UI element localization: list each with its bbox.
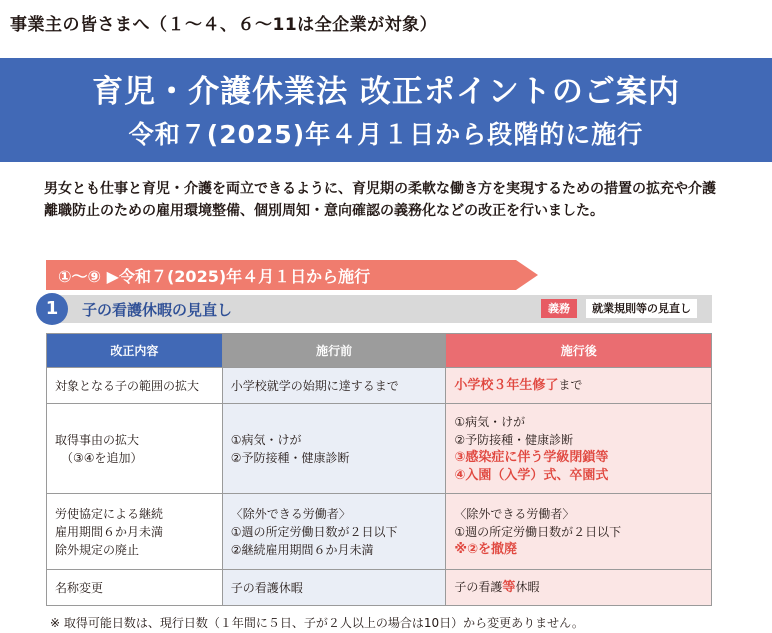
table-row [47,368,712,404]
section-title: 子の看護休暇の見直し [82,301,233,319]
play-arrow-icon: ▶ [101,267,119,286]
phase-banner [46,260,538,290]
row4-before: 子の看護休暇 [222,570,446,606]
revision-table [46,333,712,606]
title-banner [0,58,772,162]
row1-after-highlight: 小学校３年生修了 [454,378,559,393]
row3-item: 労使協定による継続 雇用期間６か月未満 除外規定の廃止 [47,494,223,570]
header-revision: 改正内容 [47,334,223,368]
row3-after-highlight: ※②を撤廃 [454,541,518,557]
table-row [47,494,712,570]
duty-badge: 義務 [541,299,577,318]
row3-after: 〈除外できる労働者〉 ①週の所定労働日数が２日以下 ※②を撤廃 [446,494,712,570]
row4-item: 名称変更 [47,570,223,606]
row1-after-suffix: まで [558,378,583,392]
row3-before: 〈除外できる労働者〉 ①週の所定労働日数が２日以下 ②継続雇用期間６か月未満 [222,494,446,570]
phase-label [58,264,370,287]
row1-after [446,368,712,404]
table-row [47,570,712,606]
phase-text: 令和７(2025)年４月１日から施行 [118,267,371,286]
phase-range: ①～⑨ [58,267,102,286]
row2-before: ①病気・けが ②予防接種・健康診断 [222,404,446,494]
row1-item: 対象となる子の範囲の拡大 [47,368,223,404]
header-after: 施行後 [446,334,712,368]
header-before: 施行前 [222,334,446,368]
intro-text: 男女とも仕事と育児・介護を両立できるように、育児期の柔軟な働き方を実現するための措置の拡充や介護離職防止のための雇用環境整備、個別周知・意向確認の義務化などの改正を行いました。 [44,181,716,219]
row2-after: ①病気・けが ②予防接種・健康診断 ③感染症に伴う学級閉鎖等 ④入園（入学）式、卒園式 [446,404,712,494]
row4-after: 子の看護等休暇 [446,570,712,606]
row2-item: 取得事由の拡大 （③④を追加） [47,404,223,494]
section-number: 1 [36,293,68,325]
banner-subtitle: 令和７(2025)年４月１日から段階的に施行 [128,120,644,149]
banner-title: 育児・介護休業法 改正ポイントのご案内 [92,74,680,110]
table-row [47,404,712,494]
audience-heading: 事業主の皆さまへ（１～４、６～11は全企業が対象） [10,15,438,35]
row4-after-highlight: 等 [502,580,516,595]
rules-review-badge: 就業規則等の見直し [586,299,697,318]
row1-before: 小学校就学の始期に達するまで [222,368,446,404]
footnote: ※ 取得可能日数は、現行日数（１年間に５日、子が２人以上の場合は10日）から変更ありません。 [50,616,584,630]
table-header-row [47,334,712,368]
